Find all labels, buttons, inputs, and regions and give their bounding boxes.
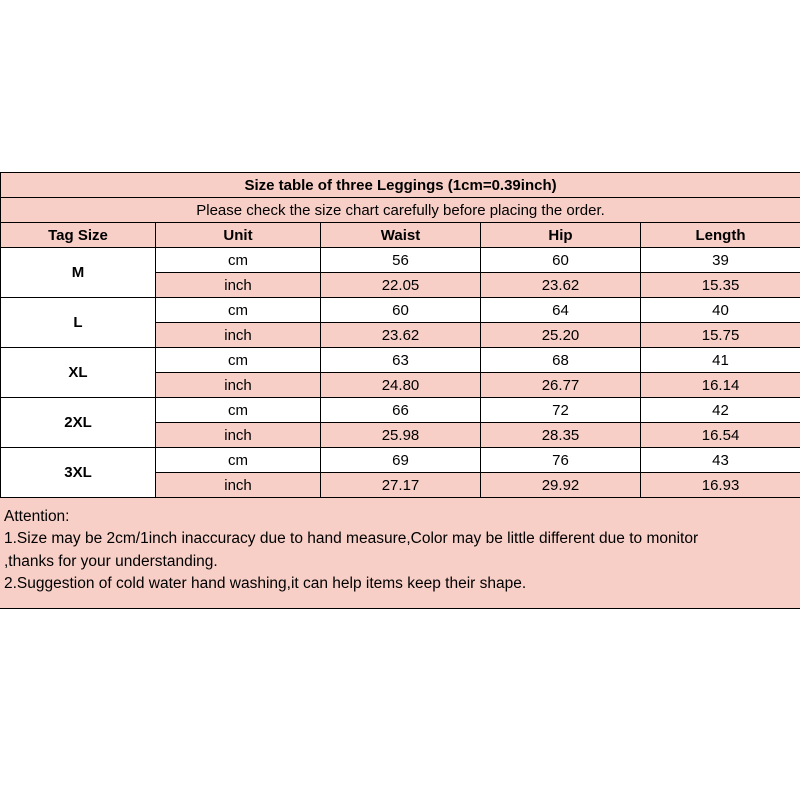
table-row [1, 298, 800, 323]
attention-heading: Attention: [4, 508, 70, 525]
table-row [1, 398, 800, 423]
unit-value: inch [156, 473, 321, 498]
waist-value: 27.17 [321, 473, 481, 498]
length-value: 16.93 [641, 473, 800, 498]
hip-value: 28.35 [481, 423, 641, 448]
subtitle-text: Please check the size chart carefully before placing the order. [1, 198, 800, 223]
column-header-waist: Waist [321, 223, 481, 248]
unit-value: cm [156, 448, 321, 473]
attention-line-2: ,thanks for your understanding. [4, 552, 218, 570]
unit-value: inch [156, 323, 321, 348]
waist-value: 60 [321, 298, 481, 323]
hip-value: 25.20 [481, 323, 641, 348]
unit-value: cm [156, 348, 321, 373]
unit-value: inch [156, 373, 321, 398]
waist-value: 22.05 [321, 273, 481, 298]
table-row [1, 248, 800, 273]
length-value: 41 [641, 348, 800, 373]
length-value: 16.54 [641, 423, 800, 448]
hip-value: 23.62 [481, 273, 641, 298]
length-value: 15.35 [641, 273, 800, 298]
hip-value: 26.77 [481, 373, 641, 398]
tag-size-value: 2XL [1, 398, 156, 448]
hip-value: 72 [481, 398, 641, 423]
length-value: 16.14 [641, 373, 800, 398]
hip-value: 60 [481, 248, 641, 273]
tag-size-value: XL [1, 348, 156, 398]
table-title-row [1, 173, 800, 198]
length-value: 42 [641, 398, 800, 423]
attention-note [0, 498, 800, 608]
tag-size-value: 3XL [1, 448, 156, 498]
length-value: 39 [641, 248, 800, 273]
tag-size-value: M [1, 248, 156, 298]
page-title: Size table of three Leggings (1cm=0.39inch) [1, 173, 800, 198]
hip-value: 64 [481, 298, 641, 323]
length-value: 40 [641, 298, 800, 323]
attention-line-3: 2.Suggestion of cold water hand washing,it can help items keep their shape. [4, 575, 527, 593]
hip-value: 68 [481, 348, 641, 373]
length-value: 43 [641, 448, 800, 473]
hip-value: 29.92 [481, 473, 641, 498]
table-row [1, 348, 800, 373]
unit-value: cm [156, 248, 321, 273]
hip-value: 76 [481, 448, 641, 473]
table-row [1, 448, 800, 473]
waist-value: 23.62 [321, 323, 481, 348]
unit-value: cm [156, 298, 321, 323]
size-chart-sheet [0, 172, 800, 609]
column-header-unit: Unit [156, 223, 321, 248]
column-header-hip: Hip [481, 223, 641, 248]
unit-value: cm [156, 398, 321, 423]
length-value: 15.75 [641, 323, 800, 348]
waist-value: 24.80 [321, 373, 481, 398]
waist-value: 63 [321, 348, 481, 373]
waist-value: 69 [321, 448, 481, 473]
waist-value: 66 [321, 398, 481, 423]
table-header-row [1, 223, 800, 248]
unit-value: inch [156, 273, 321, 298]
column-header-tag-size: Tag Size [1, 223, 156, 248]
size-table [0, 173, 800, 498]
tag-size-value: L [1, 298, 156, 348]
waist-value: 25.98 [321, 423, 481, 448]
attention-line-1: 1.Size may be 2cm/1inch inaccuracy due to hand measure,Color may be little different due to monitor [4, 530, 699, 548]
waist-value: 56 [321, 248, 481, 273]
table-subtitle-row [1, 198, 800, 223]
column-header-length: Length [641, 223, 800, 248]
unit-value: inch [156, 423, 321, 448]
